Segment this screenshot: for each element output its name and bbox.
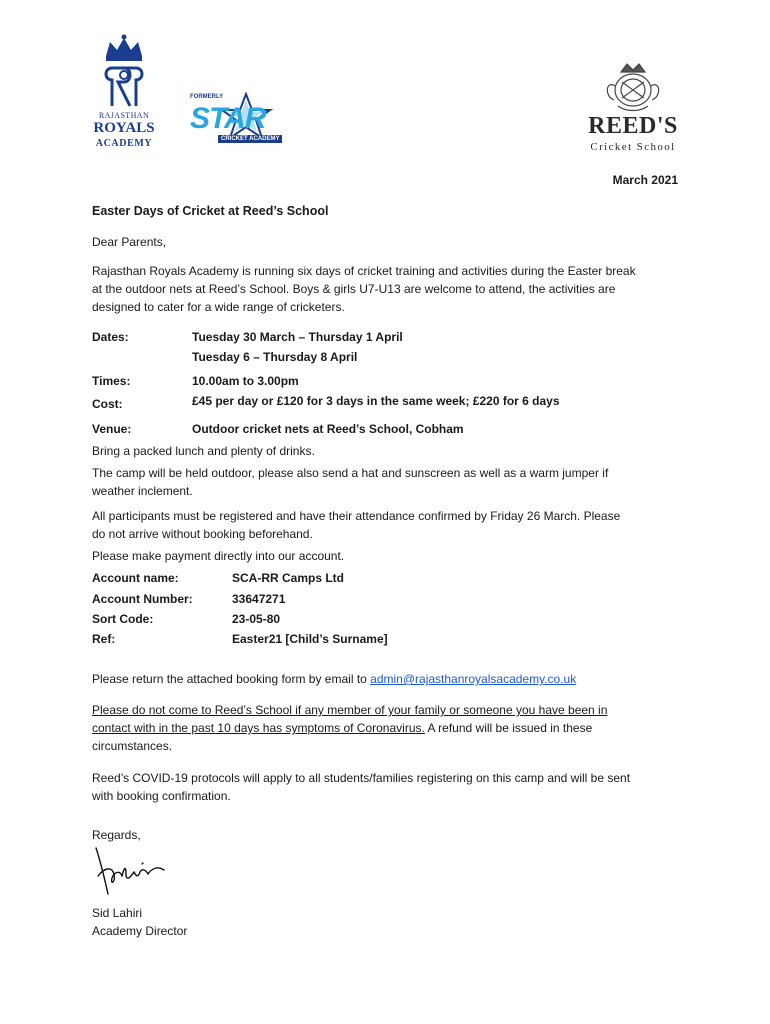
dates-value-1: Tuesday 30 March – Thursday 1 April (192, 330, 403, 344)
times-label: Times: (92, 374, 131, 388)
signer-name: Sid Lahiri (92, 906, 143, 920)
signer-title: Academy Director (92, 924, 188, 938)
refund-note: A refund will be issued in these (424, 721, 593, 735)
cost-value: £45 per day or £120 for 3 days in the same week; £220 for 6 days (192, 394, 560, 408)
covid-warning-line1: Please do not come to Reed’s School if any member of your family or someone you have been in (92, 703, 608, 717)
outdoor-line: weather inclement. (92, 484, 193, 498)
intro-line: at the outdoor nets at Reed’s School. Boys & girls U7-U13 are welcome to attend, the activities are (92, 282, 616, 296)
covid-paragraph (92, 701, 682, 755)
letter-title: Easter Days of Cricket at Reed’s School (92, 204, 329, 218)
account-number-label: Account Number: (92, 592, 193, 606)
register-paragraph (92, 507, 682, 543)
regards: Regards, (92, 828, 141, 842)
sort-code-value: 23-05-80 (232, 612, 281, 626)
star-logo-formerly: FORMERLY (190, 94, 224, 100)
intro-line: Rajasthan Royals Academy is running six days of cricket training and activities during the Easter break (92, 264, 636, 278)
ref-label: Ref: (92, 632, 116, 646)
sort-code-label: Sort Code: (92, 612, 154, 626)
cost-label: Cost: (92, 397, 123, 411)
register-line: All participants must be registered and have their attendance confirmed by Friday 26 March. Please (92, 509, 621, 523)
handwritten-signature (92, 846, 168, 898)
star-logo-subtitle: CRICKET ACADEMY (218, 135, 282, 143)
covid-warning-line2: contact with in the past 10 days has symptoms of Coronavirus. (92, 721, 425, 735)
account-name-label: Account name: (92, 571, 179, 585)
intro-paragraph (92, 262, 682, 316)
outdoor-paragraph (92, 464, 682, 500)
protocols-line: with booking confirmation. (92, 789, 231, 803)
register-line: do not arrive without booking beforehand. (92, 527, 313, 541)
dates-value-2: Tuesday 6 – Thursday 8 April (192, 350, 358, 364)
return-form-text: Please return the attached booking form by email to (92, 672, 371, 686)
ref-value: Easter21 [Child’s Surname] (232, 632, 388, 646)
greeting: Dear Parents, (92, 235, 167, 249)
return-form-note (92, 670, 576, 688)
email-link[interactable]: admin@rajasthanroyalsacademy.co.uk (370, 672, 577, 686)
account-number-value: 33647271 (232, 592, 286, 606)
star-logo-word: STAR (190, 102, 266, 135)
lunch-note: Bring a packed lunch and plenty of drinks. (92, 444, 315, 458)
rr-logo-line3: ACADEMY (95, 138, 153, 149)
rr-logo-line2: ROYALS (93, 120, 155, 136)
venue-value: Outdoor cricket nets at Reed’s School, Cobham (192, 422, 464, 436)
letter-date: March 2021 (612, 173, 678, 187)
protocols-line: Reed’s COVID-19 protocols will apply to all students/families registering on this camp and will be sent (92, 771, 631, 785)
times-value: 10.00am to 3.00pm (192, 374, 299, 388)
outdoor-line: The camp will be held outdoor, please also send a hat and sunscreen as well as a warm jumper if (92, 466, 609, 480)
account-name-value: SCA-RR Camps Ltd (232, 571, 345, 585)
venue-label: Venue: (92, 422, 132, 436)
reeds-logo-name: REED'S (588, 113, 678, 139)
rr-logo-line1: RAJASTHAN (98, 111, 150, 120)
intro-line: designed to cater for a wide range of cricketers. (92, 300, 345, 314)
protocols-paragraph (92, 769, 682, 805)
reeds-logo-subtitle: Cricket School (590, 141, 676, 153)
payment-note: Please make payment directly into our account. (92, 549, 345, 563)
covid-line3: circumstances. (92, 739, 173, 753)
dates-label: Dates: (92, 330, 129, 344)
